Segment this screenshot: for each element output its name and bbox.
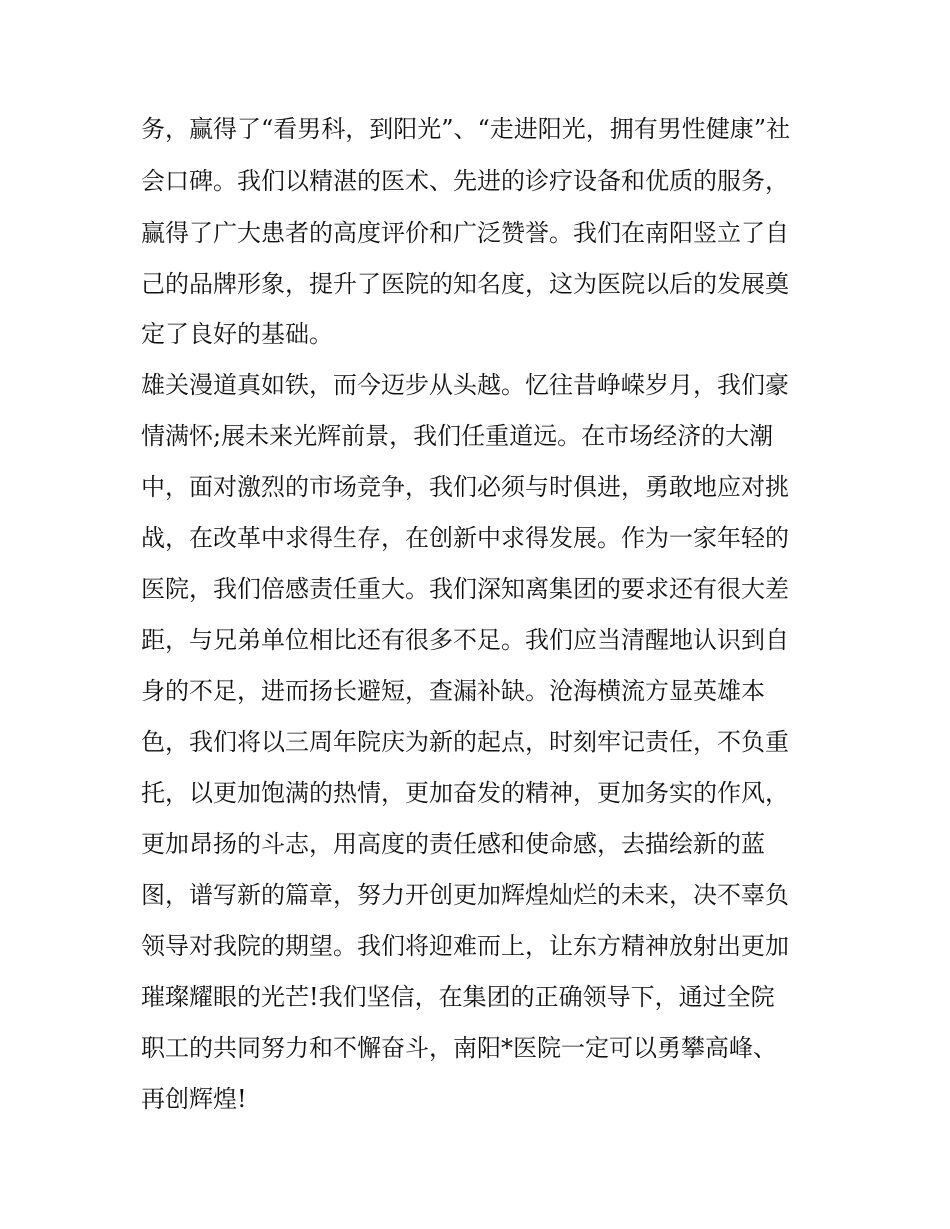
text-line-19: 职工的共同努力和不懈奋斗，南阳*医院一定可以勇攀高峰、 bbox=[141, 1034, 777, 1062]
text-line-5: 定了良好的基础。 bbox=[141, 320, 333, 348]
text-line-6: 雄关漫道真如铁，而今迈步从头越。忆往昔峥嵘岁月，我们豪 bbox=[141, 371, 789, 399]
text-line-12: 身的不足，进而扬长避短，查漏补缺。沧海横流方显英雄本 bbox=[141, 677, 765, 705]
text-line-9: 战，在改革中求得生存，在创新中求得发展。作为一家年轻的 bbox=[141, 524, 789, 552]
text-line-10: 医院，我们倍感责任重大。我们深知离集团的要求还有很大差 bbox=[141, 575, 789, 603]
text-line-7: 情满怀;展未来光辉前景，我们任重道远。在市场经济的大潮 bbox=[141, 422, 774, 450]
text-line-11: 距，与兄弟单位相比还有很多不足。我们应当清醒地认识到自 bbox=[141, 626, 789, 654]
text-line-2: 会口碑。我们以精湛的医术、先进的诊疗设备和优质的服务， bbox=[141, 167, 789, 195]
text-line-15: 更加昂扬的斗志，用高度的责任感和使命感，去描绘新的蓝 bbox=[141, 830, 765, 858]
text-line-18: 璀璨耀眼的光芒!我们坚信，在集团的正确领导下，通过全院 bbox=[141, 983, 775, 1011]
text-line-17: 领导对我院的期望。我们将迎难而上，让东方精神放射出更加 bbox=[141, 932, 789, 960]
text-line-13: 色，我们将以三周年院庆为新的起点，时刻牢记责任，不负重 bbox=[141, 728, 789, 756]
text-line-4: 己的品牌形象，提升了医院的知名度，这为医院以后的发展奠 bbox=[141, 270, 789, 298]
text-line-3: 赢得了广大患者的高度评价和广泛赞誉。我们在南阳竖立了自 bbox=[141, 219, 789, 247]
text-line-8: 中，面对激烈的市场竞争，我们必须与时俱进，勇敢地应对挑 bbox=[141, 473, 789, 501]
text-line-20: 再创辉煌! bbox=[141, 1085, 247, 1113]
text-line-16: 图，谱写新的篇章，努力开创更加辉煌灿烂的未来，决不辜负 bbox=[141, 881, 789, 909]
text-line-1: 务，赢得了“看男科，到阳光”、“走进阳光，拥有男性健康”社 bbox=[141, 115, 791, 143]
text-line-14: 托，以更加饱满的热情，更加奋发的精神，更加务实的作风， bbox=[141, 779, 789, 807]
